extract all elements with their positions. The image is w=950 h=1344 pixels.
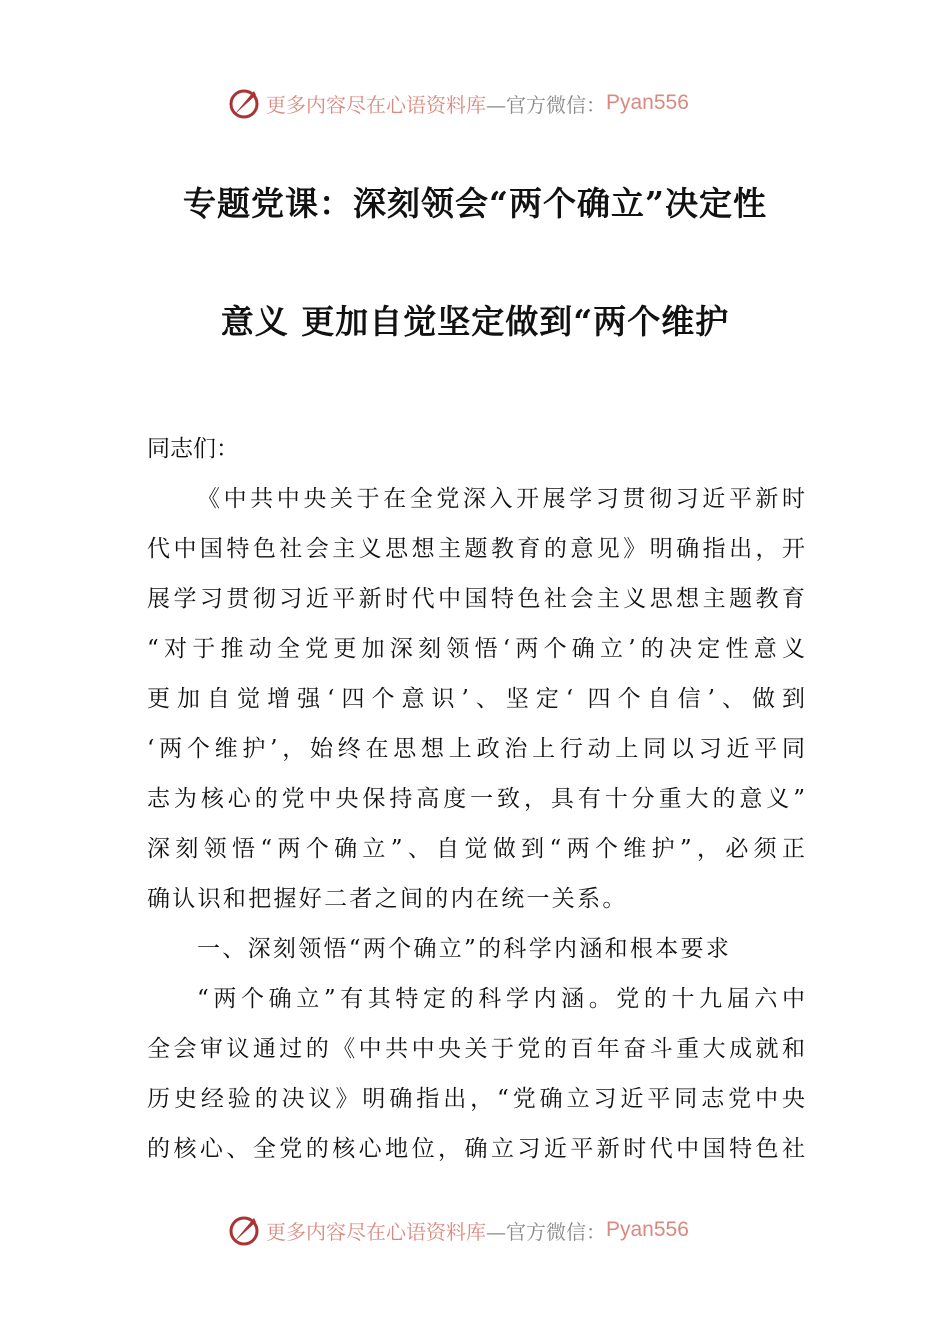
body-line: 《中共中央关于在全党深入开展学习贯彻习近平新时 bbox=[197, 486, 805, 512]
body-line: 展学习贯彻习近平新时代中国特色社会主义思想主题教育 bbox=[147, 586, 805, 612]
body-line: 的核心、全党的核心地位，确立习近平新时代中国特色社 bbox=[147, 1136, 805, 1162]
body-line: 更加自觉增强‘四个意识’、坚定‘ 四个自信’、做到 bbox=[147, 686, 805, 712]
quill-logo-icon bbox=[226, 1212, 262, 1248]
body-line: 全会审议通过的《中共中央关于党的百年奋斗重大成就和 bbox=[147, 1036, 805, 1062]
watermark-site: 更多内容尽在心语资料库 bbox=[266, 1219, 486, 1244]
body-line: 志为核心的党中央保持高度一致，具有十分重大的意义” bbox=[147, 786, 805, 812]
watermark-wechat: Pyan556 bbox=[606, 91, 689, 114]
body-line: 确认识和把握好二者之间的内在统一关系。 bbox=[147, 886, 628, 912]
body-line: 代中国特色社会主义思想主题教育的意见》明确指出，开 bbox=[147, 536, 805, 562]
salutation: 同志们： bbox=[147, 436, 239, 462]
watermark-sep: —官方微信： bbox=[486, 1219, 606, 1244]
title-line-2: 意义 更加自觉坚定做到“两个维护 bbox=[220, 302, 730, 341]
body-line: “两个确立”有其特定的科学内涵。党的十九届六中 bbox=[197, 986, 805, 1012]
body-line: “对于推动全党更加深刻领悟‘两个确立’的决定性意义 bbox=[147, 636, 805, 662]
watermark-wechat: Pyan556 bbox=[606, 1218, 689, 1241]
section-heading: 一、深刻领悟“两个确立”的科学内涵和根本要求 bbox=[197, 936, 732, 962]
title-line-1: 专题党课：深刻领会“两个确立”决定性 bbox=[183, 184, 767, 223]
quill-logo-icon bbox=[226, 85, 262, 121]
body-line: 深刻领悟“两个确立”、自觉做到“两个维护”，必须正 bbox=[147, 836, 805, 862]
footer-watermark bbox=[226, 1210, 689, 1250]
body-line: ‘两个维护’，始终在思想上政治上行动上同以习近平同 bbox=[147, 736, 805, 762]
watermark-sep: —官方微信： bbox=[486, 92, 606, 117]
body-line: 历史经验的决议》明确指出，“党确立习近平同志党中央 bbox=[147, 1086, 805, 1112]
watermark-site: 更多内容尽在心语资料库 bbox=[266, 92, 486, 117]
header-watermark bbox=[226, 83, 689, 123]
